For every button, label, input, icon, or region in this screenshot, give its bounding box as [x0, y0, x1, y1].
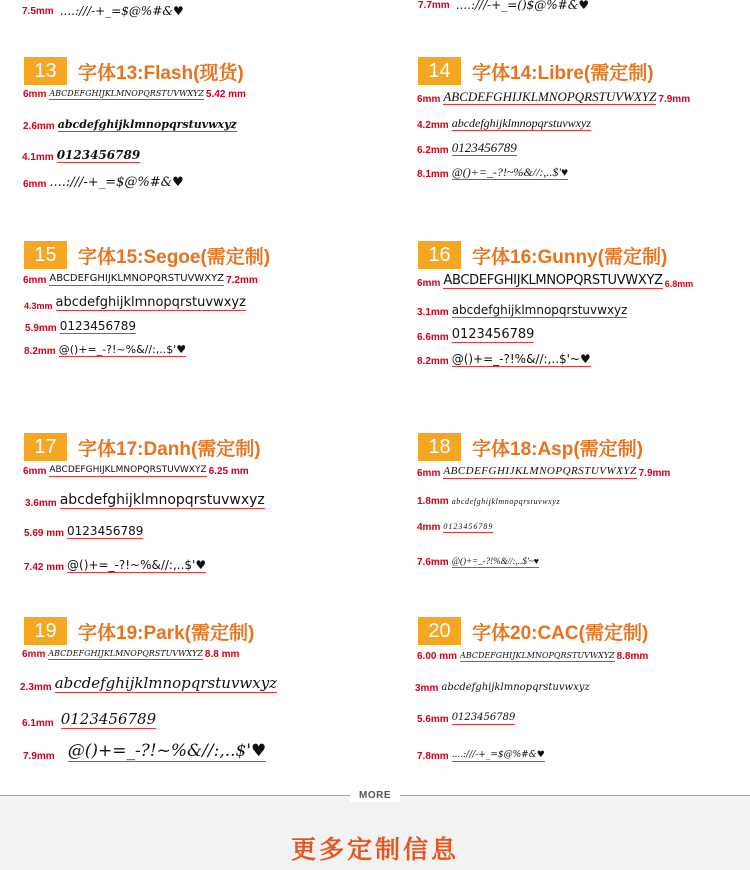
font-title: 字体14:Libre(需定制)	[472, 62, 654, 84]
lowercase-sample-row	[20, 676, 277, 693]
size-label: 5.9mm	[25, 323, 57, 334]
font-title: 字体18:Asp(需定制)	[472, 438, 644, 460]
font-block-14	[418, 57, 748, 207]
lowercase-sample-row	[417, 304, 627, 318]
font-number-badge: 14	[418, 57, 461, 85]
top-right-sample-row	[418, 0, 589, 16]
size-label: 4.3mm	[24, 301, 53, 311]
digits-sample-row	[417, 523, 493, 533]
lowercase-sample-row	[24, 296, 246, 311]
sample-text: 0123456789	[443, 522, 494, 531]
lowercase-sample-row	[417, 497, 560, 507]
height-label: 8.8mm	[616, 651, 649, 662]
size-label: 6.00 mm	[417, 651, 458, 662]
digits-sample-row	[22, 149, 140, 163]
lowercase-sample-row	[23, 119, 237, 132]
sample-text: ABCDEFGHIJKLMNOPQRSTUVWXYZ	[443, 89, 657, 104]
sample-text: ABCDEFGHIJKLMNOPQRSTUVWXYZ	[443, 273, 663, 288]
sample-text: abcdefghijklmnopqrstuvwxyz	[59, 492, 265, 508]
size-label: 1.8mm	[417, 496, 449, 507]
digits-sample-row	[417, 328, 534, 343]
size-label: 5.69 mm	[24, 528, 65, 539]
size-label: 6mm	[23, 466, 47, 477]
font-number-badge: 17	[24, 433, 67, 461]
symbols-sample-row	[417, 557, 539, 568]
sample-text: 0123456789	[56, 148, 141, 162]
font-block-16	[418, 241, 748, 381]
height-label: 5.42 mm	[205, 89, 246, 100]
font-title: 字体16:Gunny(需定制)	[472, 246, 668, 268]
sample-text: ABCDEFGHIJKLMNOPQRSTUVWXYZ	[460, 651, 615, 660]
sample-text: 0123456789	[451, 712, 516, 723]
lowercase-sample-row	[415, 683, 590, 694]
symbols-sample-row	[417, 751, 545, 762]
digits-sample-row	[417, 713, 515, 725]
sample-text: ABCDEFGHIJKLMNOPQRSTUVWXYZ	[49, 273, 225, 284]
size-label: 8.1mm	[417, 169, 449, 180]
size-label: 6.1mm	[22, 718, 54, 729]
height-label: 8.8 mm	[204, 649, 240, 660]
font-block-15	[24, 241, 354, 381]
size-label: 6mm	[22, 649, 46, 660]
size-label: 6mm	[417, 278, 441, 289]
font-number-badge: 16	[418, 241, 461, 269]
size-label: 2.3mm	[20, 682, 52, 693]
font-number-badge: 19	[24, 617, 67, 645]
sample-text: abcdefghijklmnopqrstuvwxyz	[451, 116, 591, 130]
size-label: 8.2mm	[24, 346, 56, 357]
sample-text: @()+=_-?!~%&//:,..$'♥	[58, 343, 187, 356]
sample-text: 0123456789	[60, 710, 157, 728]
font-title: 字体15:Segoe(需定制)	[78, 246, 271, 268]
sample-text: abcdefghijklmnopqrstuvwxyz	[57, 118, 237, 131]
sample-text: ABCDEFGHIJKLMNOPQRSTUVWXYZ	[443, 465, 637, 477]
size-label: 6.2mm	[417, 145, 449, 156]
size-label: 6mm	[417, 468, 441, 479]
sample-text: ABCDEFGHIJKLMNOPQRSTUVWXYZ	[49, 89, 204, 98]
font-number-badge: 13	[24, 57, 67, 85]
digits-sample-row	[25, 320, 136, 334]
height-label: 7.9mm	[658, 94, 691, 105]
uppercase-sample-row	[417, 466, 670, 479]
symbols-sample-row	[23, 176, 184, 190]
size-label: 2.6mm	[23, 121, 55, 132]
height-label: 7.9mm	[638, 468, 671, 479]
sample-text: 0123456789	[451, 327, 535, 342]
digits-sample-row	[24, 525, 143, 539]
size-label: 7.6mm	[417, 557, 449, 568]
symbols-sample-row	[417, 166, 568, 180]
font-number-badge: 15	[24, 241, 67, 269]
uppercase-sample-row	[23, 274, 258, 286]
font-title: 字体20:CAC(需定制)	[472, 622, 649, 644]
font-block-20	[415, 617, 748, 777]
top-left-sample-row	[22, 0, 184, 22]
sample-text: @()+=_-?!~%&//:,..$'♥	[67, 741, 267, 761]
font-title: 字体13:Flash(现货)	[78, 62, 244, 84]
sample-text: abcdefghijklmnopqrstuvwxyz	[55, 295, 246, 310]
font-title: 字体19:Park(需定制)	[78, 622, 255, 644]
font-number-badge: 20	[418, 617, 461, 645]
size-label: 3.1mm	[417, 307, 449, 318]
size-label: 4.2mm	[417, 120, 449, 131]
size-label: 4.1mm	[22, 152, 54, 163]
digits-sample-row	[22, 712, 156, 729]
size-label: 3.6mm	[25, 498, 57, 509]
height-label: 6.8mm	[664, 279, 694, 289]
sample-text: abcdefghijklmnopqrstuvwxyz	[441, 682, 590, 693]
sample-text: abcdefghijklmnopqrstuvwxyz	[54, 674, 278, 692]
sample-text: @()+=_-?!%&//:,..$'~♥	[451, 352, 591, 366]
digits-sample-row	[417, 141, 517, 156]
sample-text: ....:///-+_=$@%#&♥	[451, 750, 545, 760]
sample-text: @()+=_-?!~%&//:,..$'♥	[451, 165, 569, 179]
font-block-18	[418, 433, 748, 583]
sample-text: ABCDEFGHIJKLMNOPQRSTUVWXYZ	[49, 465, 207, 475]
sample-text: 0123456789	[451, 140, 517, 155]
size-label: 7.5mm	[22, 5, 54, 17]
footer-title: 更多定制信息	[290, 835, 459, 864]
uppercase-sample-row	[417, 652, 648, 662]
height-label: 6.25 mm	[208, 466, 249, 477]
font-block-19	[20, 617, 354, 777]
font-number-badge: 18	[418, 433, 461, 461]
uppercase-sample-row	[23, 90, 246, 100]
sample-text: ....:///-+_=$@%#&♥	[49, 175, 184, 190]
sample-text: abcdefghijklmnopqrstuvwxyz	[451, 303, 628, 317]
font-block-13	[24, 57, 354, 207]
font-title: 字体17:Danh(需定制)	[78, 438, 261, 460]
size-label: 6mm	[23, 89, 47, 100]
size-label: 5.6mm	[417, 714, 449, 725]
size-label: 7.42 mm	[24, 562, 65, 573]
sample-text: 0123456789	[59, 319, 137, 333]
sample-text: @()+=_-?!%&//:,..$'~♥	[451, 556, 539, 566]
sample-text: 0123456789	[67, 524, 144, 538]
symbols-sample-row	[24, 344, 186, 357]
size-label: 3mm	[415, 683, 439, 694]
sample-text: ABCDEFGHIJKLMNOPQRSTUVWXYZ	[48, 649, 203, 658]
size-label: 6mm	[417, 94, 441, 105]
uppercase-sample-row	[417, 274, 693, 289]
more-divider-label: MORE	[350, 788, 400, 802]
symbols-sample-row	[24, 559, 206, 573]
symbols-sample-row	[23, 743, 266, 762]
size-label: 6.6mm	[417, 332, 449, 343]
height-label: 7.2mm	[226, 275, 258, 286]
symbols-sample-row	[417, 353, 591, 367]
sample-text: ....:///-+_=$@%#&♥	[59, 4, 184, 18]
uppercase-sample-row	[22, 650, 239, 660]
sample-text: abcdefghijklmnopqrstuvwxyz	[451, 497, 561, 506]
lowercase-sample-row	[417, 117, 591, 131]
size-label: 7.9mm	[23, 751, 55, 762]
size-label: 6mm	[23, 275, 47, 286]
size-label: 4mm	[417, 522, 441, 533]
size-label: 7.8mm	[417, 751, 449, 762]
size-label: 7.7mm	[418, 0, 450, 11]
font-block-17	[24, 433, 354, 583]
lowercase-sample-row	[25, 493, 265, 509]
sample-text: ....:///-+_=()$@%#&♥	[455, 0, 590, 12]
uppercase-sample-row	[23, 466, 249, 477]
sample-text: @()+=_-?!~%&//:,..$'♥	[67, 558, 207, 572]
uppercase-sample-row	[417, 90, 690, 105]
size-label: 8.2mm	[417, 356, 449, 367]
size-label: 6mm	[23, 179, 47, 190]
